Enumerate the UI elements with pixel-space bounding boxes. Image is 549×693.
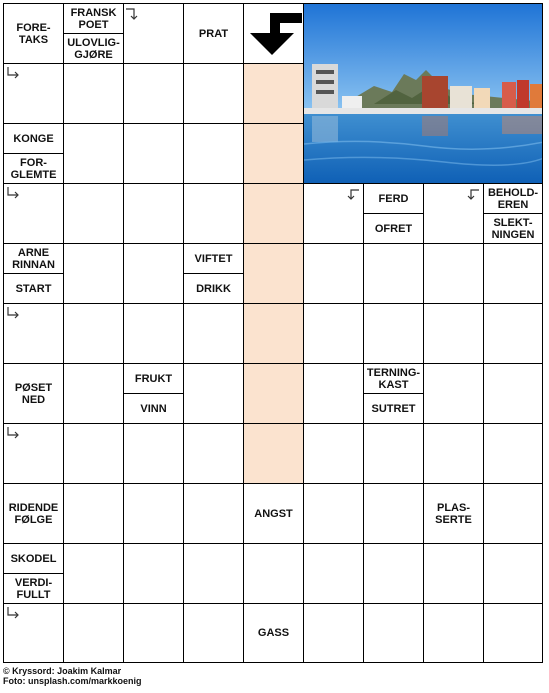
answer-cell[interactable] bbox=[3, 183, 64, 244]
answer-cell[interactable] bbox=[243, 423, 304, 484]
answer-cell[interactable] bbox=[63, 543, 124, 604]
clue-ulovliggjore: ULOVLIG- GJØRE bbox=[63, 33, 124, 64]
answer-cell[interactable] bbox=[363, 303, 424, 364]
answer-cell[interactable] bbox=[483, 363, 543, 424]
answer-cell[interactable] bbox=[303, 603, 364, 663]
clue-konge: KONGE bbox=[3, 123, 64, 154]
answer-cell[interactable] bbox=[483, 423, 543, 484]
answer-cell[interactable] bbox=[303, 423, 364, 484]
answer-cell[interactable] bbox=[123, 483, 184, 544]
answer-cell[interactable] bbox=[183, 183, 244, 244]
answer-cell[interactable] bbox=[183, 423, 244, 484]
answer-cell[interactable] bbox=[63, 483, 124, 544]
answer-cell[interactable] bbox=[183, 603, 244, 663]
answer-cell[interactable] bbox=[63, 303, 124, 364]
clue-drikk: DRIKK bbox=[183, 273, 244, 304]
answer-cell[interactable] bbox=[423, 363, 484, 424]
answer-cell[interactable] bbox=[423, 603, 484, 663]
clue-poset-ned: PØSET NED bbox=[3, 363, 64, 424]
clue-gass: GASS bbox=[243, 603, 304, 663]
answer-cell[interactable] bbox=[423, 303, 484, 364]
answer-cell[interactable] bbox=[183, 363, 244, 424]
answer-cell[interactable] bbox=[63, 123, 124, 184]
answer-cell[interactable] bbox=[63, 243, 124, 304]
answer-cell[interactable] bbox=[363, 543, 424, 604]
answer-cell[interactable] bbox=[363, 243, 424, 304]
answer-cell[interactable] bbox=[483, 483, 543, 544]
answer-cell[interactable] bbox=[423, 543, 484, 604]
crossword-credit: © Kryssord: Joakim Kalmar bbox=[3, 666, 122, 676]
clue-frukt: FRUKT bbox=[123, 363, 184, 394]
answer-cell[interactable] bbox=[3, 63, 64, 124]
answer-cell[interactable] bbox=[363, 483, 424, 544]
clue-fransk-poet: FRANSK POET bbox=[63, 3, 124, 34]
clue-prat: PRAT bbox=[183, 3, 244, 64]
answer-cell[interactable] bbox=[303, 183, 364, 244]
credits bbox=[3, 666, 142, 686]
answer-cell[interactable] bbox=[183, 483, 244, 544]
clue-vinn: VINN bbox=[123, 393, 184, 424]
answer-cell[interactable] bbox=[243, 243, 304, 304]
answer-cell[interactable] bbox=[123, 183, 184, 244]
answer-cell[interactable] bbox=[363, 423, 424, 484]
answer-cell[interactable] bbox=[63, 423, 124, 484]
answer-cell[interactable] bbox=[303, 543, 364, 604]
clue-arne-rinnan: ARNE RINNAN bbox=[3, 243, 64, 274]
clue-start: START bbox=[3, 273, 64, 304]
clue-terningkast: TERNING- KAST bbox=[363, 363, 424, 394]
answer-cell[interactable] bbox=[243, 543, 304, 604]
clue-angst: ANGST bbox=[243, 483, 304, 544]
answer-cell[interactable] bbox=[63, 603, 124, 663]
answer-cell[interactable] bbox=[183, 543, 244, 604]
answer-cell[interactable] bbox=[243, 363, 304, 424]
answer-cell[interactable] bbox=[243, 3, 304, 64]
answer-cell[interactable] bbox=[183, 123, 244, 184]
answer-cell[interactable] bbox=[123, 303, 184, 364]
answer-cell[interactable] bbox=[123, 123, 184, 184]
clue-ofret: OFRET bbox=[363, 213, 424, 244]
clue-ferd: FERD bbox=[363, 183, 424, 214]
answer-cell[interactable] bbox=[483, 243, 543, 304]
clue-sutret: SUTRET bbox=[363, 393, 424, 424]
answer-cell[interactable] bbox=[303, 363, 364, 424]
clue-slektningen: SLEKT- NINGEN bbox=[483, 213, 543, 244]
answer-cell[interactable] bbox=[423, 183, 484, 244]
answer-cell[interactable] bbox=[123, 543, 184, 604]
answer-cell[interactable] bbox=[63, 183, 124, 244]
answer-cell[interactable] bbox=[123, 603, 184, 663]
answer-cell[interactable] bbox=[243, 123, 304, 184]
answer-cell[interactable] bbox=[3, 303, 64, 364]
answer-cell[interactable] bbox=[483, 303, 543, 364]
answer-cell[interactable] bbox=[123, 3, 184, 64]
harbor-photo bbox=[303, 3, 543, 184]
clue-skodel: SKODEL bbox=[3, 543, 64, 574]
answer-cell[interactable] bbox=[123, 243, 184, 304]
answer-cell[interactable] bbox=[63, 63, 124, 124]
clue-plasserte: PLAS- SERTE bbox=[423, 483, 484, 544]
clue-beholderen: BEHOLD- EREN bbox=[483, 183, 543, 214]
answer-cell[interactable] bbox=[243, 63, 304, 124]
answer-cell[interactable] bbox=[123, 423, 184, 484]
answer-cell[interactable] bbox=[303, 243, 364, 304]
harbor-photo-image bbox=[304, 4, 543, 184]
clue-verdifullt: VERDI- FULLT bbox=[3, 573, 64, 604]
answer-cell[interactable] bbox=[363, 603, 424, 663]
answer-cell[interactable] bbox=[123, 63, 184, 124]
answer-cell[interactable] bbox=[183, 303, 244, 364]
answer-cell[interactable] bbox=[243, 183, 304, 244]
crossword-grid bbox=[3, 3, 543, 663]
answer-cell[interactable] bbox=[183, 63, 244, 124]
answer-cell[interactable] bbox=[423, 423, 484, 484]
clue-viftet: VIFTET bbox=[183, 243, 244, 274]
photo-credit: Foto: unsplash.com/markkoenig bbox=[3, 676, 142, 686]
answer-cell[interactable] bbox=[303, 483, 364, 544]
answer-cell[interactable] bbox=[243, 303, 304, 364]
clue-fore-taks: FORE- TAKS bbox=[3, 3, 64, 64]
clue-ridende-folge: RIDENDE FØLGE bbox=[3, 483, 64, 544]
answer-cell[interactable] bbox=[303, 303, 364, 364]
answer-cell[interactable] bbox=[63, 363, 124, 424]
answer-cell[interactable] bbox=[3, 423, 64, 484]
answer-cell[interactable] bbox=[483, 543, 543, 604]
answer-cell[interactable] bbox=[423, 243, 484, 304]
answer-cell[interactable] bbox=[3, 603, 64, 663]
clue-forglemte: FOR- GLEMTE bbox=[3, 153, 64, 184]
answer-cell[interactable] bbox=[483, 603, 543, 663]
